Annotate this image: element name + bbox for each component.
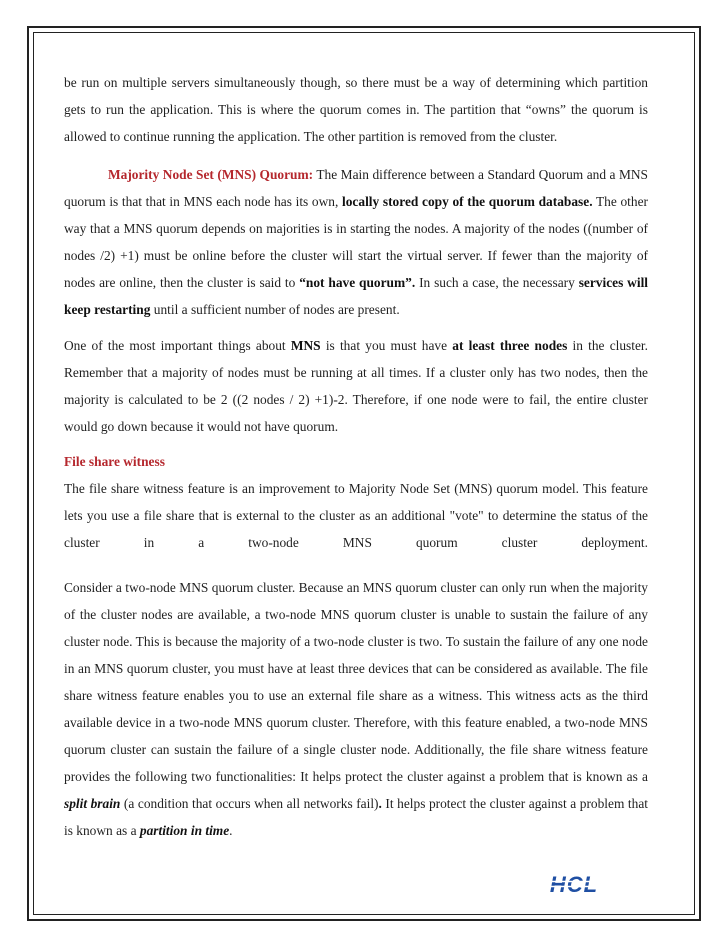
paragraph-file-share-witness: The file share witness feature is an improvement to Majority Node Set (MNS) quorum model. This feature lets you use a file share that is external to the cluster as an additional "vote" to determine the status of the cluster in a two-node MNS quorum cluster deployment. — [64, 481, 648, 550]
section-title-file-share-witness: File share witness — [64, 454, 165, 469]
text-run: until a sufficient number of nodes are present. — [150, 302, 400, 317]
paragraph-two-node-cluster — [64, 574, 648, 844]
text-run: . — [229, 823, 233, 838]
text-run: The other way that a MNS quorum depends on majorities is in starting the nodes. A majority of the nodes ((number of nodes /2) +1) must be online before the cluster will start the virtual server. If fewer than the majority of nodes are online, then the cluster is said to — [64, 194, 648, 290]
text-run: In such a case, the necessary — [415, 275, 579, 290]
text-run: is that you must have — [320, 338, 453, 353]
paragraph-mns-quorum — [64, 161, 648, 323]
bold-run: “not have quorum”. — [299, 275, 416, 290]
mns-heading: Majority Node Set (MNS) Quorum: — [108, 167, 314, 182]
paragraph-three-nodes — [64, 332, 648, 440]
text-run: The Main difference between a Standard Quorum and a MNS quorum is that that in MNS each node has its own, — [64, 167, 648, 209]
bold-run: MNS — [290, 338, 321, 353]
page-content — [64, 69, 648, 844]
bold-run: locally stored copy of the quorum database. — [342, 194, 593, 209]
text-run: in the cluster. Remember that a majority of nodes must be running at all times. If a cluster only has two nodes, then the majority is calculated to be 2 ((2 nodes / 2) +1)-2. Therefore, if one node were to fail, the entire cluster would go down because it would not have quorum. — [64, 338, 648, 434]
text-run: One of the most important things about — [64, 338, 291, 353]
text-run: Consider a two-node MNS quorum cluster. Because an MNS quorum cluster can only run when the majority of the cluster nodes are available, a two-node MNS quorum cluster is unable to sustain the failure of any cluster node. This is because the majority of a two-node cluster is two. To sustain the failure of any one node in an MNS quorum cluster, you must have at least three devices that can be considered as available. The file share witness feature enables you to use an external file share as a witness. This witness acts as the third available device in a two-node MNS quorum cluster. Therefore, with this feature enabled, a two-node MNS quorum cluster can sustain the failure of a single cluster node. Additionally, the file share witness feature provides the following two functionalities: It helps protect the cluster against a problem that is known as a — [64, 580, 648, 784]
text-run: It helps protect the cluster against a problem that is known as a — [64, 796, 648, 838]
text-run: (a condition that occurs when all networks fail) — [120, 796, 379, 811]
bold-run: services will keep restarting — [64, 275, 649, 317]
bold-run: . — [378, 796, 382, 811]
bold-run: at least three nodes — [452, 338, 568, 353]
bold-italic-run: split brain — [64, 796, 121, 811]
hcl-logo-text: HCL — [549, 872, 599, 896]
paragraph-partition: be run on multiple servers simultaneously though, so there must be a way of determining which partition gets to run the application. This is where the quorum comes in. The partition that “owns” the quorum is allowed to continue running the application. The other partition is removed from the cluster. — [64, 75, 648, 144]
bold-italic-run: partition in time — [139, 823, 230, 838]
hcl-logo — [526, 872, 622, 896]
